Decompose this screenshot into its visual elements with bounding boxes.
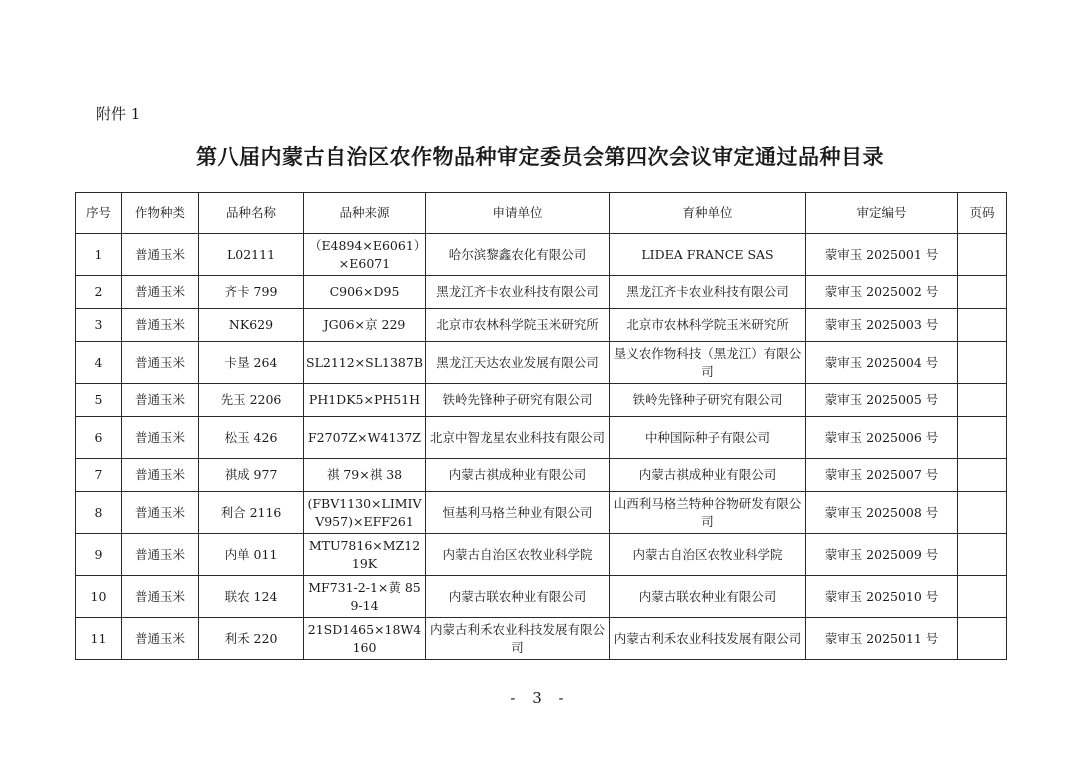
cell-breeder: 内蒙古祺成种业有限公司	[610, 459, 806, 492]
table-row	[76, 342, 1007, 384]
header-page: 页码	[958, 193, 1007, 234]
cell-variety: 祺成 977	[199, 459, 304, 492]
cell-no: 6	[76, 417, 122, 459]
cell-page	[958, 576, 1007, 618]
cell-source: JG06×京 229	[304, 309, 426, 342]
cell-approval: 蒙审玉 2025005 号	[806, 384, 958, 417]
cell-variety: 先玉 2206	[199, 384, 304, 417]
cell-crop: 普通玉米	[122, 459, 199, 492]
cell-variety: 利合 2116	[199, 492, 304, 534]
cell-no: 2	[76, 276, 122, 309]
cell-page	[958, 234, 1007, 276]
cell-approval: 蒙审玉 2025004 号	[806, 342, 958, 384]
cell-crop: 普通玉米	[122, 534, 199, 576]
cell-source: MTU7816×MZ1219K	[304, 534, 426, 576]
cell-breeder: 内蒙古利禾农业科技发展有限公司	[610, 618, 806, 660]
cell-no: 4	[76, 342, 122, 384]
cell-crop: 普通玉米	[122, 417, 199, 459]
table-row	[76, 618, 1007, 660]
cell-approval: 蒙审玉 2025006 号	[806, 417, 958, 459]
table-row	[76, 309, 1007, 342]
cell-source: 21SD1465×18W4160	[304, 618, 426, 660]
page-title: 第八届内蒙古自治区农作物品种审定委员会第四次会议审定通过品种目录	[196, 144, 884, 169]
cell-applicant: 铁岭先锋种子研究有限公司	[426, 384, 610, 417]
header-no: 序号	[76, 193, 122, 234]
cell-page	[958, 459, 1007, 492]
cell-page	[958, 342, 1007, 384]
cell-page	[958, 618, 1007, 660]
cell-source: PH1DK5×PH51H	[304, 384, 426, 417]
cell-source: MF731-2-1×黄 859-14	[304, 576, 426, 618]
cell-page	[958, 534, 1007, 576]
cell-breeder: LIDEA FRANCE SAS	[610, 234, 806, 276]
variety-table	[75, 192, 1007, 660]
table-row	[76, 417, 1007, 459]
cell-crop: 普通玉米	[122, 384, 199, 417]
cell-breeder: 内蒙古联农种业有限公司	[610, 576, 806, 618]
cell-approval: 蒙审玉 2025011 号	[806, 618, 958, 660]
cell-variety: NK629	[199, 309, 304, 342]
table-row	[76, 534, 1007, 576]
cell-variety: 内单 011	[199, 534, 304, 576]
header-breeder: 育种单位	[610, 193, 806, 234]
cell-no: 8	[76, 492, 122, 534]
cell-approval: 蒙审玉 2025008 号	[806, 492, 958, 534]
page-number: - 3 -	[510, 689, 570, 707]
cell-no: 3	[76, 309, 122, 342]
cell-applicant: 北京中智龙星农业科技有限公司	[426, 417, 610, 459]
header-approval: 审定编号	[806, 193, 958, 234]
cell-approval: 蒙审玉 2025003 号	[806, 309, 958, 342]
cell-variety: 利禾 220	[199, 618, 304, 660]
cell-approval: 蒙审玉 2025002 号	[806, 276, 958, 309]
cell-applicant: 恒基利马格兰种业有限公司	[426, 492, 610, 534]
cell-page	[958, 492, 1007, 534]
cell-applicant: 内蒙古自治区农牧业科学院	[426, 534, 610, 576]
cell-breeder: 黑龙江齐卡农业科技有限公司	[610, 276, 806, 309]
table-row	[76, 576, 1007, 618]
cell-no: 11	[76, 618, 122, 660]
cell-source: SL2112×SL1387B	[304, 342, 426, 384]
cell-source: C906×D95	[304, 276, 426, 309]
table-row	[76, 276, 1007, 309]
cell-source: F2707Z×W4137Z	[304, 417, 426, 459]
cell-breeder: 山西利马格兰特种谷物研发有限公司	[610, 492, 806, 534]
table-row	[76, 459, 1007, 492]
table-row	[76, 492, 1007, 534]
cell-crop: 普通玉米	[122, 576, 199, 618]
cell-page	[958, 276, 1007, 309]
attachment-label: 附件 1	[96, 105, 141, 123]
cell-breeder: 垦义农作物科技（黑龙江）有限公司	[610, 342, 806, 384]
cell-page	[958, 384, 1007, 417]
cell-applicant: 哈尔滨黎鑫农化有限公司	[426, 234, 610, 276]
cell-applicant: 内蒙古祺成种业有限公司	[426, 459, 610, 492]
cell-applicant: 黑龙江天达农业发展有限公司	[426, 342, 610, 384]
cell-crop: 普通玉米	[122, 276, 199, 309]
cell-crop: 普通玉米	[122, 234, 199, 276]
header-applicant: 申请单位	[426, 193, 610, 234]
header-source: 品种来源	[304, 193, 426, 234]
header-crop: 作物种类	[122, 193, 199, 234]
cell-no: 1	[76, 234, 122, 276]
cell-source: （E4894×E6061）×E6071	[304, 234, 426, 276]
cell-breeder: 北京市农林科学院玉米研究所	[610, 309, 806, 342]
cell-applicant: 北京市农林科学院玉米研究所	[426, 309, 610, 342]
cell-page	[958, 417, 1007, 459]
cell-source: (FBV1130×LIMIVV957)×EFF261	[304, 492, 426, 534]
cell-source: 祺 79×祺 38	[304, 459, 426, 492]
cell-page	[958, 309, 1007, 342]
table-header-row	[76, 193, 1007, 234]
cell-variety: L02111	[199, 234, 304, 276]
cell-crop: 普通玉米	[122, 309, 199, 342]
cell-approval: 蒙审玉 2025007 号	[806, 459, 958, 492]
cell-crop: 普通玉米	[122, 342, 199, 384]
cell-no: 10	[76, 576, 122, 618]
cell-no: 5	[76, 384, 122, 417]
cell-breeder: 铁岭先锋种子研究有限公司	[610, 384, 806, 417]
cell-crop: 普通玉米	[122, 492, 199, 534]
cell-variety: 松玉 426	[199, 417, 304, 459]
cell-approval: 蒙审玉 2025009 号	[806, 534, 958, 576]
cell-no: 9	[76, 534, 122, 576]
cell-crop: 普通玉米	[122, 618, 199, 660]
cell-no: 7	[76, 459, 122, 492]
cell-variety: 卡垦 264	[199, 342, 304, 384]
table-row	[76, 234, 1007, 276]
cell-applicant: 内蒙古利禾农业科技发展有限公司	[426, 618, 610, 660]
cell-breeder: 内蒙古自治区农牧业科学院	[610, 534, 806, 576]
cell-approval: 蒙审玉 2025010 号	[806, 576, 958, 618]
cell-variety: 联农 124	[199, 576, 304, 618]
header-variety: 品种名称	[199, 193, 304, 234]
cell-variety: 齐卡 799	[199, 276, 304, 309]
cell-applicant: 内蒙古联农种业有限公司	[426, 576, 610, 618]
cell-breeder: 中种国际种子有限公司	[610, 417, 806, 459]
cell-applicant: 黑龙江齐卡农业科技有限公司	[426, 276, 610, 309]
cell-approval: 蒙审玉 2025001 号	[806, 234, 958, 276]
table-row	[76, 384, 1007, 417]
